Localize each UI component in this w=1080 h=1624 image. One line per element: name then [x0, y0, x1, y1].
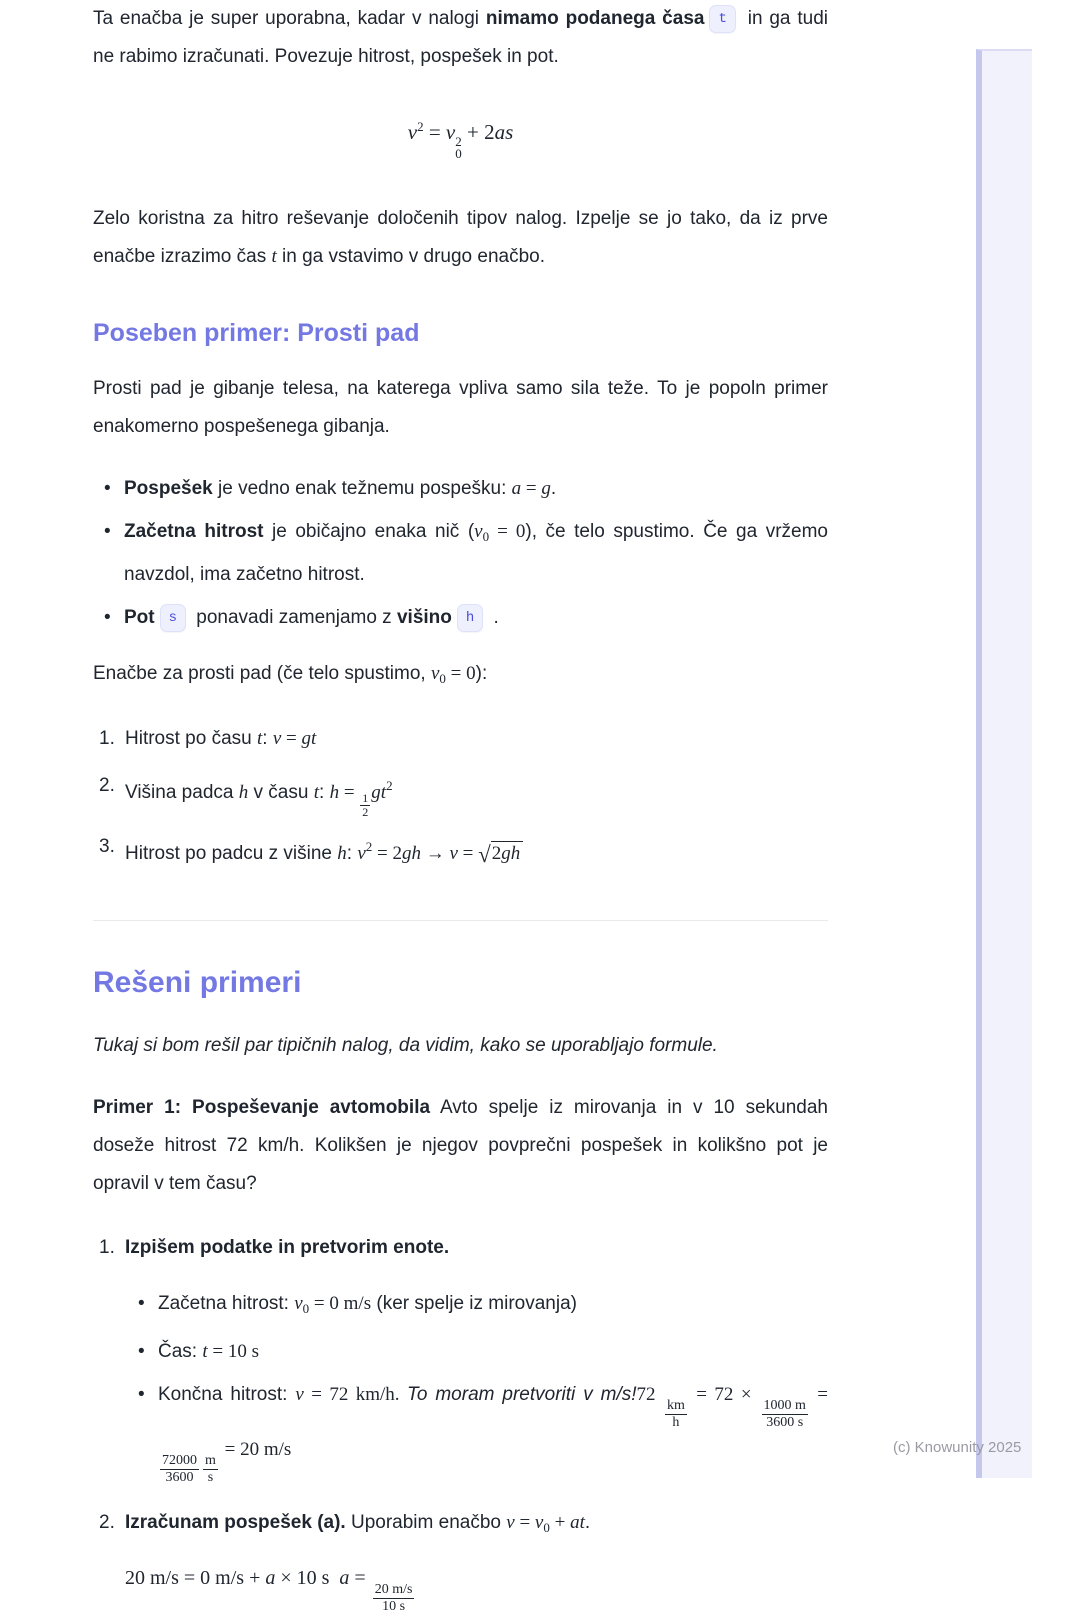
math-op: =: [521, 478, 542, 499]
text-run: Čas:: [158, 1341, 203, 1362]
math-op: = 0 m/s: [309, 1293, 372, 1314]
math-var: v: [534, 1512, 544, 1533]
bold-run: Primer 1: Pospeševanje avtomobila: [93, 1097, 431, 1118]
math-var: t: [257, 728, 263, 749]
math-sub: 0: [455, 146, 462, 161]
math-var: at: [570, 1512, 585, 1533]
paragraph-examples-intro: [93, 1027, 828, 1065]
math-fraction-kmh: [665, 1398, 687, 1431]
section-heading-prosti-pad: Poseben primer: Prosti pad: [93, 319, 420, 347]
text-run: ), če telo spustimo. Če ga vržemo navzdol, ima začetno hitrost.: [124, 521, 828, 585]
paragraph-primer1: [93, 1089, 828, 1203]
bold-run: Pot: [124, 607, 155, 628]
text-run: Hitrost po padcu z višine: [125, 843, 338, 864]
text-run: Enačbe za prosti pad (če telo spustimo,: [93, 663, 431, 684]
math-num: 72: [636, 1384, 663, 1405]
math-var: h: [329, 782, 340, 803]
fraction-numerator: 1000 m: [763, 1398, 806, 1413]
fraction-denominator: 2: [362, 805, 369, 819]
math-op: = 10 s: [207, 1341, 259, 1362]
math-var: v: [474, 521, 483, 542]
inline-code-badge-h: h: [457, 604, 483, 632]
fraction-denominator: 3600: [165, 1470, 194, 1485]
text-run: :: [262, 728, 273, 749]
math-var: a: [265, 1567, 276, 1589]
text-run: in ga tudi ne rabimo izračunati. Povezuje hitrost, pospešek in pot.: [93, 8, 828, 67]
fraction-numerator: 1: [362, 791, 369, 805]
inline-code-badge-t: t: [709, 5, 735, 33]
math-sup: 2: [455, 134, 462, 149]
text-run: .: [488, 607, 499, 628]
text-run: Ta enačba je super uporabna, kadar v nalogi: [93, 8, 486, 29]
paragraph-equations-intro: [93, 655, 828, 698]
math-var: v: [294, 1293, 303, 1314]
copyright-footer: (c) Knowunity 2025: [893, 1439, 1022, 1456]
text-run: .: [584, 1512, 591, 1533]
math-var: v: [445, 120, 456, 144]
paragraph-usefulness: [93, 200, 828, 276]
text-run: :: [346, 843, 358, 864]
text-run: Končna hitrost:: [158, 1384, 296, 1405]
math-fraction-72000: [160, 1453, 199, 1486]
math-var: as: [494, 120, 514, 144]
math-var: v: [272, 728, 282, 749]
math-op: × 10 s: [275, 1567, 330, 1589]
bold-run: višino: [396, 607, 452, 628]
math-var: t: [313, 782, 319, 803]
list-item: [125, 720, 828, 758]
text-run: :: [319, 782, 330, 803]
math-op: =: [349, 1567, 371, 1589]
list-item: [158, 1333, 828, 1371]
math-fraction: [360, 792, 370, 819]
bold-run: Pospešek: [124, 478, 213, 499]
math-var: gt: [301, 728, 317, 749]
paragraph-prosti-pad-intro: Prosti pad je gibanje telesa, na katerega vpliva samo sila teže. To je popoln primer enakomerno pospešenega gibanja.: [93, 378, 828, 437]
math-sub: 0: [482, 529, 490, 544]
list-item: [158, 1376, 828, 1486]
math-op: = 72 ×: [688, 1384, 752, 1405]
text-run: Avto spelje iz mirovanja in v 10 sekundah doseže hitrost 72 km/h. Kolikšen je njegov povprečni pospešek in kolikšno pot je opravil v tem času?: [93, 1097, 828, 1194]
math-sup: 2: [417, 119, 424, 134]
math-op: +: [549, 1512, 571, 1533]
math-op: = 0: [489, 521, 526, 542]
fraction-numerator: 20 m/s: [374, 1582, 413, 1597]
primer1-steps-list: [93, 1229, 828, 1615]
math-sup: 2: [386, 778, 393, 793]
free-fall-properties-list: [93, 470, 828, 637]
math-var: a: [339, 1567, 350, 1589]
text-run: Začetna hitrost:: [158, 1293, 295, 1314]
text-run: Uporabim enačbo: [345, 1512, 507, 1533]
sqrt-radicand: [491, 841, 524, 864]
inline-code-badge-s: s: [160, 604, 186, 632]
math-fraction-ms: [203, 1453, 218, 1486]
fraction-denominator: h: [672, 1415, 680, 1430]
math-fraction-result: [373, 1582, 415, 1615]
bold-run: Izračunam pospešek (a).: [125, 1512, 346, 1533]
math-var: v: [407, 120, 418, 144]
list-item-step2: [125, 1504, 828, 1615]
list-item: [125, 828, 828, 874]
math-num: 20 m/s = 0 m/s +: [125, 1567, 266, 1589]
math-var: t: [202, 1341, 208, 1362]
math-op: =: [423, 120, 446, 144]
fraction-numerator: km: [666, 1398, 685, 1413]
list-item: [158, 1285, 828, 1328]
fraction-denominator: 3600 s: [766, 1415, 804, 1430]
math-op: = 0: [445, 663, 476, 684]
math-arrow: →: [420, 843, 450, 864]
fraction-denominator: 10 s: [382, 1599, 406, 1614]
text-run: v času: [248, 782, 314, 803]
list-item: [124, 470, 828, 508]
paragraph-equation-intro: [93, 0, 828, 76]
math-sub: 0: [302, 1301, 310, 1316]
section-heading-reseni-primeri: Rešeni primeri: [93, 966, 302, 999]
math-var: g: [541, 478, 551, 499]
math-var: v: [357, 843, 366, 864]
next-page-edge-panel: [976, 49, 1032, 1478]
math-var: gt: [371, 782, 387, 803]
math-group: [339, 1567, 416, 1614]
math-op: =: [514, 1512, 535, 1533]
sqrt-symbol: √: [478, 842, 491, 867]
math-var: h: [238, 782, 249, 803]
text-run: Zelo koristna za hitro reševanje določenih tipov nalog. Izpelje se jo tako, da iz prve enačbe izrazimo čas: [93, 208, 828, 267]
text-run: in ga vstavimo v drugo enačbo.: [276, 246, 546, 267]
list-item: [124, 513, 828, 594]
text-run: ponavadi zamenjamo z: [191, 607, 397, 628]
math-var: t: [271, 246, 277, 267]
list-item: [124, 599, 828, 637]
math-sup: 2: [365, 839, 373, 854]
math-num: 2: [491, 843, 502, 864]
fraction-numerator: m: [205, 1453, 216, 1468]
math-op: =: [339, 782, 360, 803]
document-content: [93, 0, 828, 1624]
math-var: v: [506, 1512, 515, 1533]
math-var: v: [295, 1384, 304, 1405]
math-var: gh: [501, 843, 521, 864]
math-var: gh: [401, 843, 421, 864]
acceleration-calculation-formula: [125, 1561, 828, 1615]
text-run: Hitrost po času: [125, 728, 257, 749]
bold-run: Začetna hitrost: [124, 521, 264, 542]
math-op: = 20 m/s: [219, 1439, 292, 1460]
display-formula-v2: [93, 112, 828, 160]
section-divider: [93, 920, 828, 921]
math-sub: 0: [543, 1520, 550, 1535]
math-fraction-1000m: [762, 1398, 808, 1431]
italic-run: Tukaj si bom rešil par tipičnih nalog, da vidim, kako se uporabljajo formule.: [93, 1035, 718, 1056]
free-fall-equations-list: [93, 720, 828, 874]
math-op: + 2: [461, 120, 495, 144]
math-var: a: [511, 478, 522, 499]
fraction-numerator: 72000: [162, 1453, 197, 1468]
math-op: =: [281, 728, 302, 749]
list-item-step1: [125, 1229, 828, 1486]
text-run: je vedno enak težnemu pospešku:: [212, 478, 512, 499]
math-op: = 72 km/h.: [303, 1384, 407, 1405]
math-var: v: [430, 663, 440, 684]
text-run: (ker spelje iz mirovanja): [371, 1293, 577, 1314]
math-var: h: [337, 843, 347, 864]
bold-run: nimamo podanega časa: [485, 8, 705, 29]
text-run: je običajno enaka nič (: [263, 521, 475, 542]
math-op: = 2: [372, 843, 402, 864]
list-item: [125, 767, 828, 819]
text-run: .: [550, 478, 557, 499]
math-op: =: [457, 843, 479, 864]
italic-run: To moram pretvoriti v m/s!: [406, 1384, 637, 1405]
math-var: v: [449, 843, 458, 864]
math-op: =: [809, 1384, 829, 1405]
math-sub: 0: [439, 671, 446, 686]
text-run: Višina padca: [125, 782, 239, 803]
step1-data-list: [125, 1285, 828, 1486]
text-run: ):: [475, 663, 488, 684]
bold-run: Izpišem podatke in pretvorim enote.: [125, 1237, 450, 1258]
fraction-denominator: s: [207, 1470, 214, 1485]
